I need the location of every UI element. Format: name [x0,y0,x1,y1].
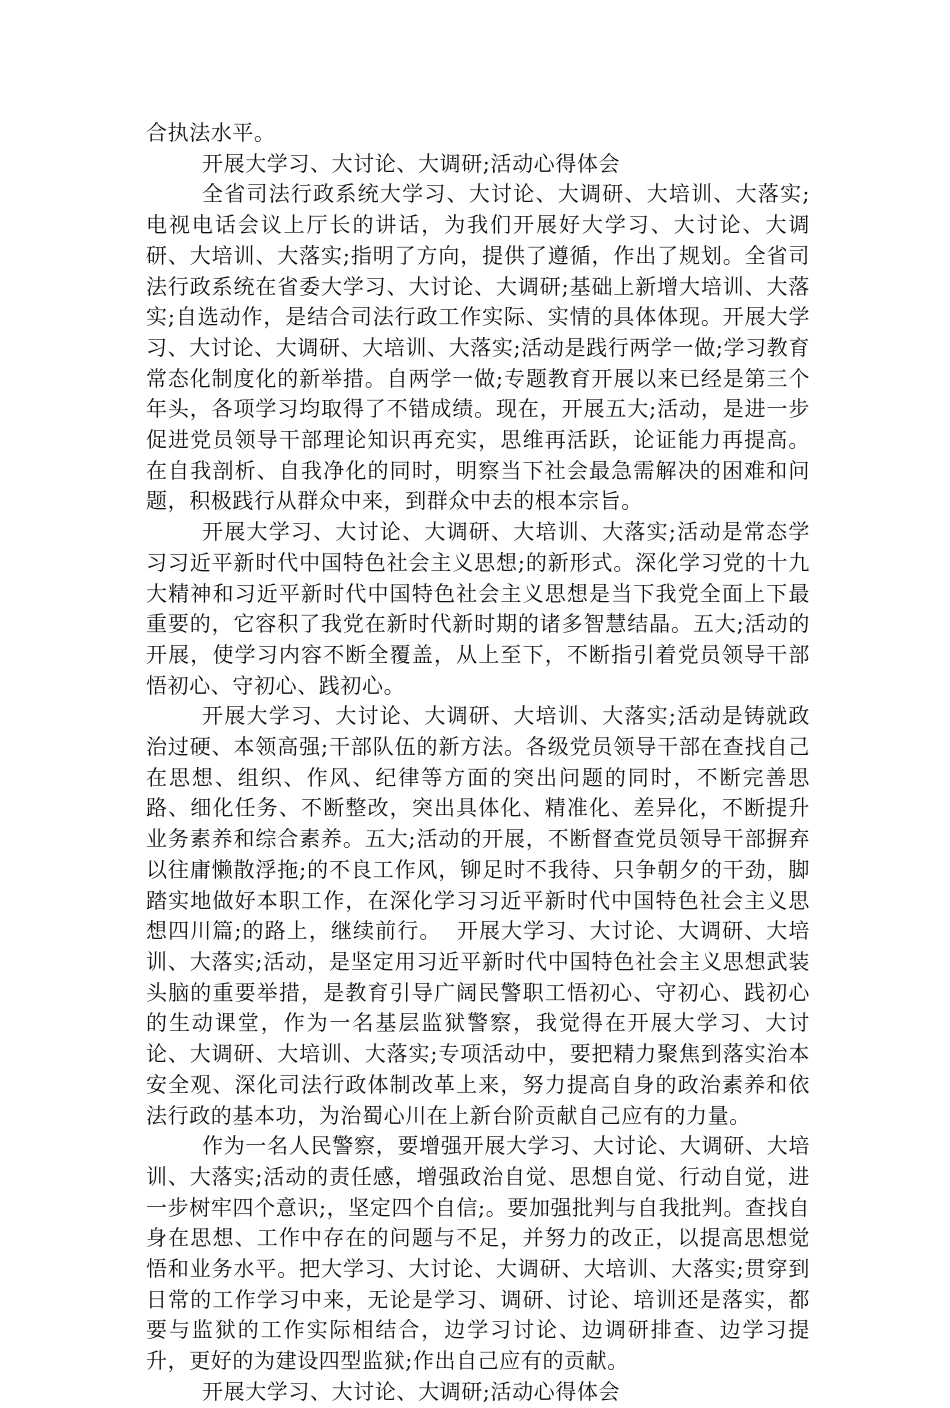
paragraph: 开展大学习、大讨论、大调研、大培训、大落实;活动是铸就政治过硬、本领高强;干部队伍的新方法。各级党员领导干部在查找自己在思想、组织、作风、纪律等方面的突出问题的同时，不断完善思路、细化任务、不断整改，突出具体化、精准化、差异化，不断提升业务素养和综合素养。五大;活动的开展，不断督查党员领导干部摒弃以往庸懒散浮拖;的不良工作风，铆足时不我待、只争朝夕的干劲，脚踏实地做好本职工作，在深化学习习近平新时代中国特色社会主义思想四川篇;的路上，继续前行。 开展大学习、大讨论、大调研、大培训、大落实;活动，是坚定用习近平新时代中国特色社会主义思想武装头脑的重要举措，是教育引导广阔民警职工悟初心、守初心、践初心的生动课堂，作为一名基层监狱警察，我觉得在开展大学习、大讨论、大调研、大培训、大落实;专项活动中，要把精力聚焦到落实治本安全观、深化司法行政体制改革上来，努力提高自身的政治素养和依法行政的基本功，为治蜀心川在上新台阶贡献自己应有的力量。 [146,704,810,1128]
body-text [146,118,810,1408]
paragraph: 开展大学习、大讨论、大调研、大培训、大落实;活动是常态学习习近平新时代中国特色社会主义思想;的新形式。深化学习党的十九大精神和习近平新时代中国特色社会主义思想是当下我党全面上下最重要的，它容积了我党在新时代新时期的诸多智慧结晶。五大;活动的开展，使学习内容不断全覆盖，从上至下，不断指引着党员领导干部悟初心、守初心、践初心。 [146,520,810,698]
section-heading: 开展大学习、大讨论、大调研;活动心得体会 [202,151,621,176]
section-heading: 开展大学习、大讨论、大调研;活动心得体会 [202,1379,621,1404]
paragraph: 作为一名人民警察，要增强开展大学习、大讨论、大调研、大培训、大落实;活动的责任感，增强政治自觉、思想自觉、行动自觉，进一步树牢四个意识;，坚定四个自信;。要加强批判与自我批判。查找自身在思想、工作中存在的问题与不足，并努力的改正，以提高思想觉悟和业务水平。把大学习、大讨论、大调研、大培训、大落实;贯穿到日常的工作学习中来，无论是学习、调研、讨论、培训还是落实，都要与监狱的工作实际相结合，边学习讨论、边调研排查、边学习提升，更好的为建设四型监狱;作出自己应有的贡献。 [146,1134,810,1374]
paragraph-continuation: 合执法水平。 [146,121,276,145]
paragraph: 全省司法行政系统大学习、大讨论、大调研、大培训、大落实;电视电话会议上厅长的讲话，为我们开展好大学习、大讨论、大调研、大培训、大落实;指明了方向，提供了遵循，作出了规划。全省司法行政系统在省委大学习、大讨论、大调研;基础上新增大培训、大落实;自选动作，是结合司法行政工作实际、实情的具体体现。开展大学习、大讨论、大调研、大培训、大落实;活动是践行两学一做;学习教育常态化制度化的新举措。自两学一做;专题教育开展以来已经是第三个年头，各项学习均取得了不错成绩。现在，开展五大;活动，是进一步促进党员领导干部理论知识再充实，思维再活跃，论证能力再提高。在自我剖析、自我净化的同时，明察当下社会最急需解决的困难和问题，积极践行从群众中来，到群众中去的根本宗旨。 [146,182,810,514]
